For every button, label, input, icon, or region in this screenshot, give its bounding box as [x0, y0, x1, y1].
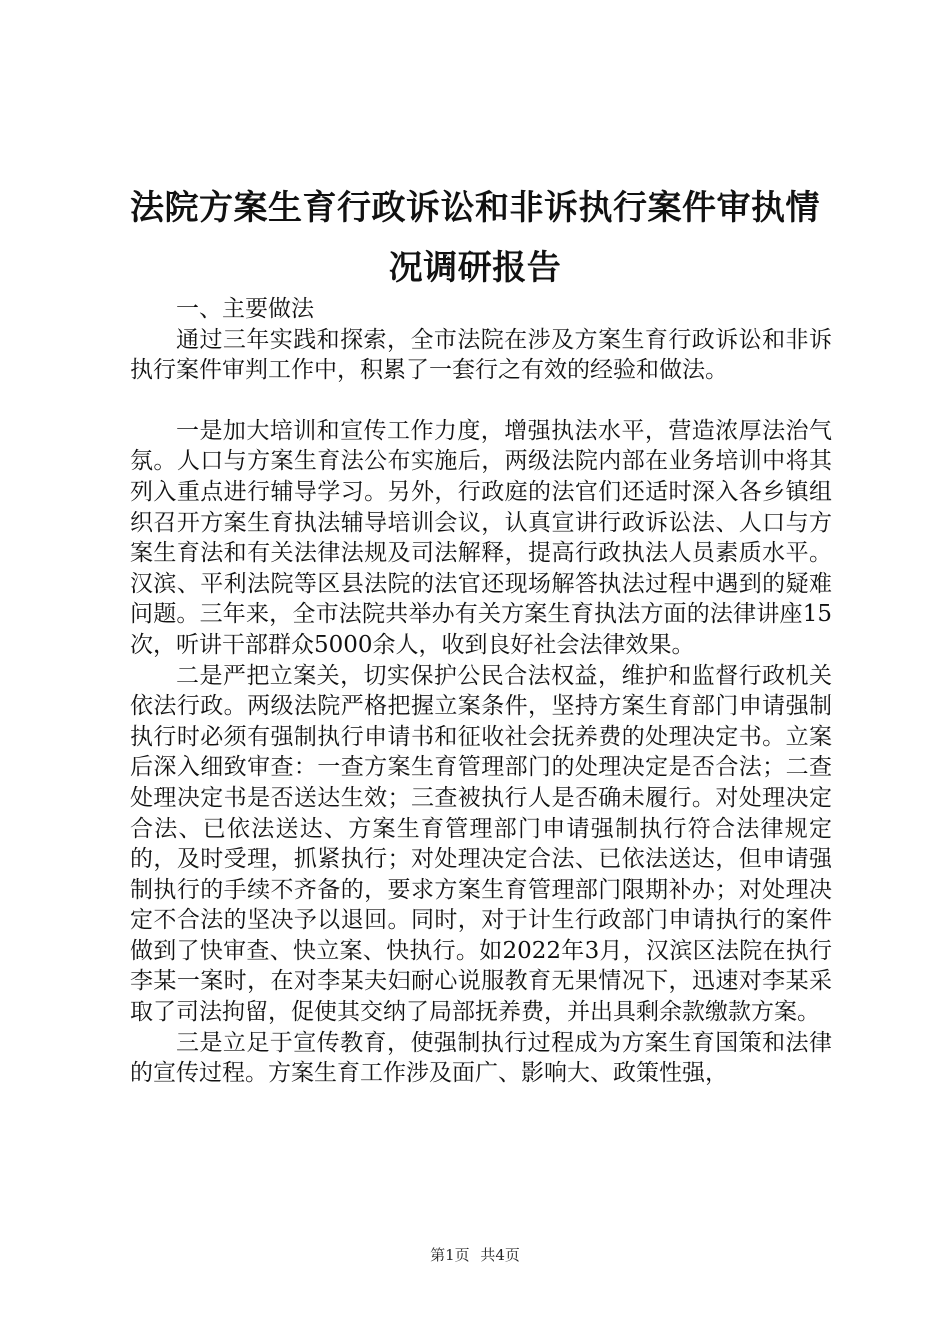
paragraph-point-three: 三是立足于宣传教育，使强制执行过程成为方案生育国策和法律的宣传过程。方案生育工作涉及面广、影响大、政策性强，	[130, 1029, 832, 1087]
section-heading: 一、主要做法	[176, 296, 314, 322]
paragraph-intro: 通过三年实践和探索，全市法院在涉及方案生育行政诉讼和非诉执行案件审判工作中，积累了一套行之有效的经验和做法。	[130, 326, 832, 384]
page-number: 第1页	[430, 1246, 470, 1264]
paragraph-point-one: 一是加大培训和宣传工作力度，增强执法水平，营造浓厚法治气氛。人口与方案生育法公布实施后，两级法院内部在业务培训中将其列入重点进行辅导学习。另外，行政庭的法官们还适时深入各乡镇组织召开方案生育执法辅导培训会议，认真宣讲行政诉讼法、人口与方案生育法和有关法律法规及司法解释，提高行政执法人员素质水平。汉滨、平利法院等区县法院的法官还现场解答执法过程中遇到的疑难问题。三年来，全市法院共举办有关方案生育执法方面的法律讲座15次，听讲干部群众5000余人，收到良好社会法律效果。	[130, 417, 832, 658]
paragraph-point-two: 二是严把立案关，切实保护公民合法权益，维护和监督行政机关依法行政。两级法院严格把握立案条件，坚持方案生育部门申请强制执行时必须有强制执行申请书和征收社会抚养费的处理决定书。立案后深入细致审查：一查方案生育管理部门的处理决定是否合法；二查处理决定书是否送达生效；三查被执行人是否确未履行。对处理决定合法、已依法送达、方案生育管理部门申请强制执行符合法律规定的，及时受理，抓紧执行；对处理决定合法、已依法送达，但申请强制执行的手续不齐备的，要求方案生育管理部门限期补办；对处理决定不合法的坚决予以退回。同时，对于计生行政部门申请执行的案件做到了快审查、快立案、快执行。如2022年3月，汉滨区法院在执行李某一案时，在对李某夫妇耐心说服教育无果情况下，迅速对李某采取了司法拘留，促使其交纳了局部抚养费，并出具剩余款缴款方案。	[130, 662, 832, 1026]
page-total: 共4页	[480, 1246, 520, 1264]
page-footer	[0, 1244, 950, 1265]
document-body	[130, 294, 832, 1089]
document-title: 法院方案生育行政诉讼和非诉执行案件审执情况调研报告	[130, 188, 820, 288]
